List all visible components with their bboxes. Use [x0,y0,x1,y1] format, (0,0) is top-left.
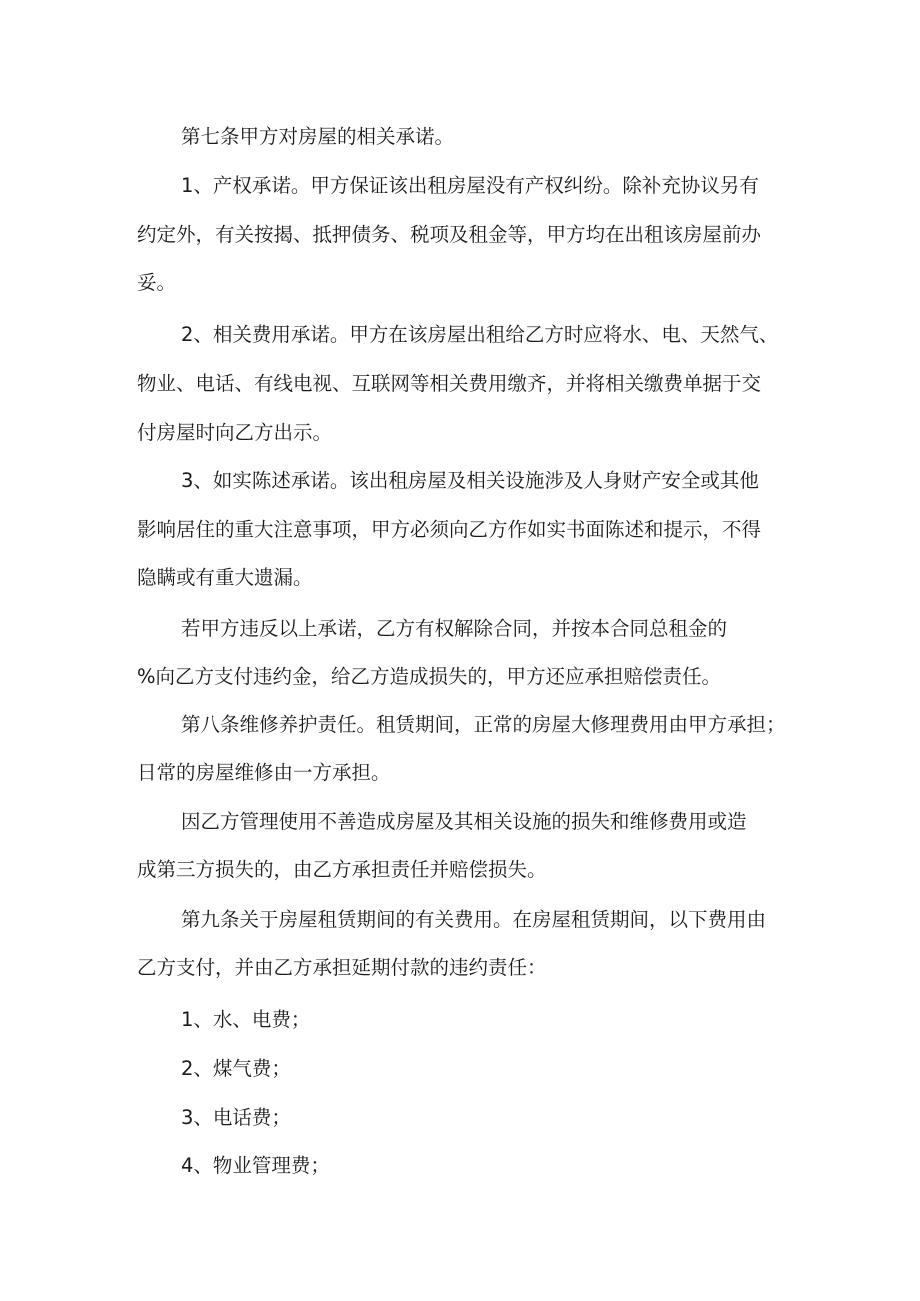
article-8-heading-line-2: 日常的房屋维修由一方承担。 [137,761,391,784]
article-8-heading-line-1: 第八条维修养护责任。租赁期间，正常的房屋大修理费用由甲方承担； [181,713,786,736]
article-7-item-2-line-1: 2、相关费用承诺。甲方在该房屋出租给乙方时应将水、电、天然气、 [181,323,779,346]
article-9-heading-line-2: 乙方支付，并由乙方承担延期付款的违约责任： [137,956,547,979]
article-8-tenant-damage-line-1: 因乙方管理使用不善造成房屋及其相关设施的损失和维修费用或造 [181,810,747,833]
fee-list-item: 1、水、电费； [181,1008,311,1031]
article-7-item-3-line-2: 影响居住的重大注意事项，甲方必须向乙方作如实书面陈述和提示，不得 [137,518,762,541]
article-7-item-3-line-3: 隐瞒或有重大遗漏。 [137,566,313,589]
fee-list-item: 3、电话费； [181,1106,291,1129]
article-7-breach-line-2: %向乙方支付违约金，给乙方造成损失的，甲方还应承担赔偿责任。 [137,665,722,688]
article-7-heading: 第七条甲方对房屋的相关承诺。 [181,125,455,148]
article-9-heading-line-1: 第九条关于房屋租赁期间的有关费用。在房屋租赁期间，以下费用由 [181,908,767,931]
article-7-item-1-line-2: 约定外，有关按揭、抵押债务、税项及租金等，甲方均在出租该房屋前办 [137,223,762,246]
article-7-item-1-line-3: 妥。 [137,271,177,294]
article-7-item-1-line-1: 1、产权承诺。甲方保证该出租房屋没有产权纠纷。除补充协议另有 [181,174,759,197]
fee-list-item: 4、物业管理费； [181,1154,330,1177]
article-7-item-3-line-1: 3、如实陈述承诺。该出租房屋及相关设施涉及人身财产安全或其他 [181,469,759,492]
article-7-breach-line-1: 若甲方违反以上承诺，乙方有权解除合同，并按本合同总租金的 [181,617,728,640]
article-7-item-2-line-2: 物业、电话、有线电视、互联网等相关费用缴齐，并将相关缴费单据于交 [137,372,762,395]
fee-list-item: 2、煤气费； [181,1057,291,1080]
article-7-item-2-line-3: 付房屋时向乙方出示。 [137,421,333,444]
article-8-tenant-damage-line-2: 成第三方损失的，由乙方承担责任并赔偿损失。 [137,858,547,881]
